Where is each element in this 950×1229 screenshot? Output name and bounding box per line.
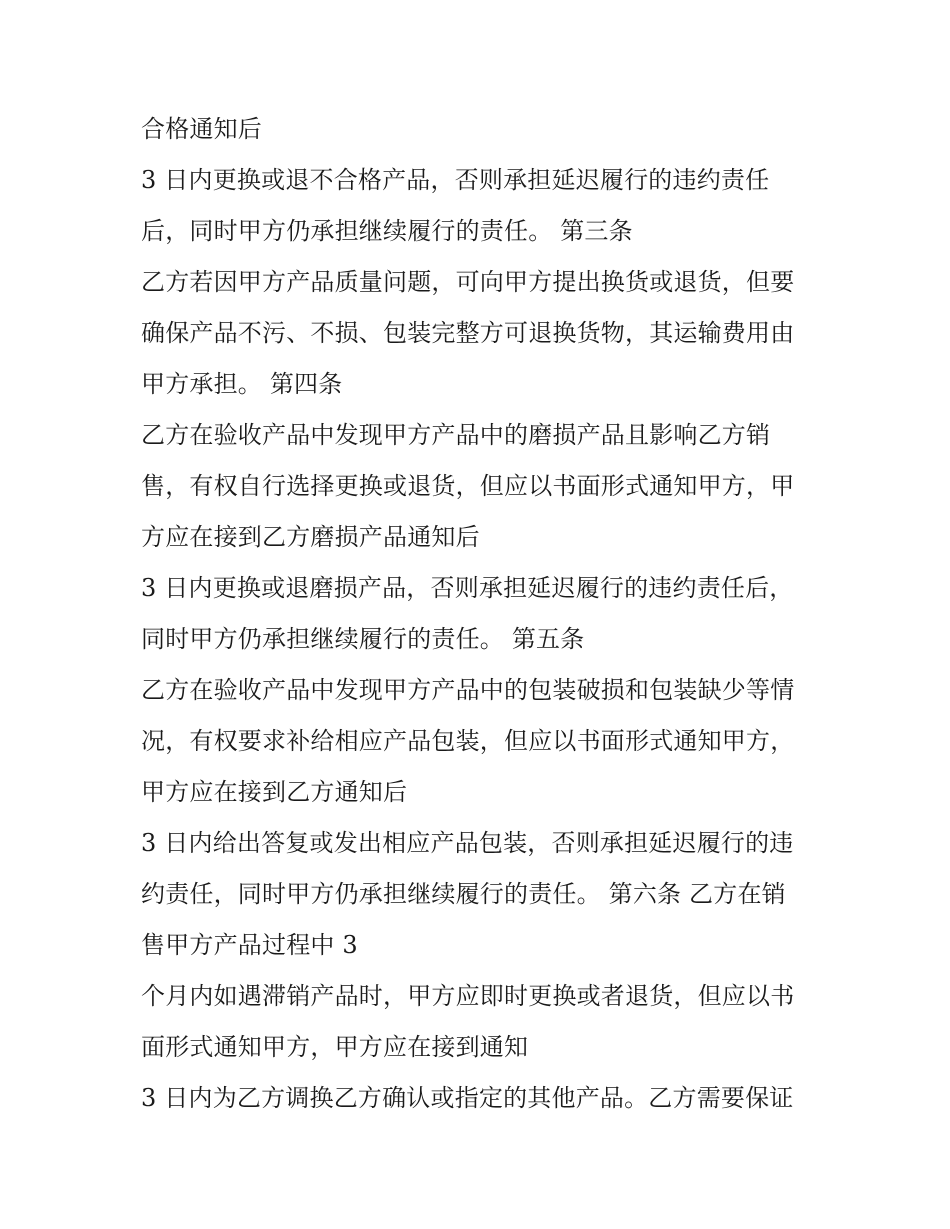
text-line: 方应在接到乙方磨损产品通知后 xyxy=(141,523,480,551)
text-line: 3 日内更换或退磨损产品，否则承担延迟履行的违约责任后， xyxy=(141,574,794,602)
text-line: 乙方若因甲方产品质量问题，可向甲方提出换货或退货，但要 xyxy=(141,268,795,296)
text-line: 售，有权自行选择更换或退货，但应以书面形式通知甲方，甲 xyxy=(141,472,795,500)
text-line: 况，有权要求补给相应产品包装，但应以书面形式通知甲方， xyxy=(141,727,795,755)
text-line: 3 日内为乙方调换乙方确认或指定的其他产品。乙方需要保证 xyxy=(141,1084,794,1112)
text-line: 3 日内给出答复或发出相应产品包装，否则承担延迟履行的违 xyxy=(141,829,794,857)
text-line: 同时甲方仍承担继续履行的责任。 第五条 xyxy=(141,625,585,653)
text-line: 合格通知后 xyxy=(141,115,262,143)
text-line: 确保产品不污、不损、包装完整方可退换货物，其运输费用由 xyxy=(141,319,795,347)
text-line: 个月内如遇滞销产品时，甲方应即时更换或者退货，但应以书 xyxy=(141,982,795,1010)
text-line: 甲方承担。 第四条 xyxy=(141,370,343,398)
contract-text-body xyxy=(141,104,821,1124)
text-line: 约责任，同时甲方仍承担继续履行的责任。 第六条 乙方在销 xyxy=(141,880,786,908)
text-line: 乙方在验收产品中发现甲方产品中的包装破损和包装缺少等情 xyxy=(141,676,795,704)
text-line: 乙方在验收产品中发现甲方产品中的磨损产品且影响乙方销 xyxy=(141,421,771,449)
text-line: 面形式通知甲方，甲方应在接到通知 xyxy=(141,1033,529,1061)
text-line: 甲方应在接到乙方通知后 xyxy=(141,778,408,806)
text-line: 售甲方产品过程中 3 xyxy=(141,931,358,959)
text-line: 3 日内更换或退不合格产品，否则承担延迟履行的违约责任 xyxy=(141,166,770,194)
text-line: 后，同时甲方仍承担继续履行的责任。 第三条 xyxy=(141,217,633,245)
